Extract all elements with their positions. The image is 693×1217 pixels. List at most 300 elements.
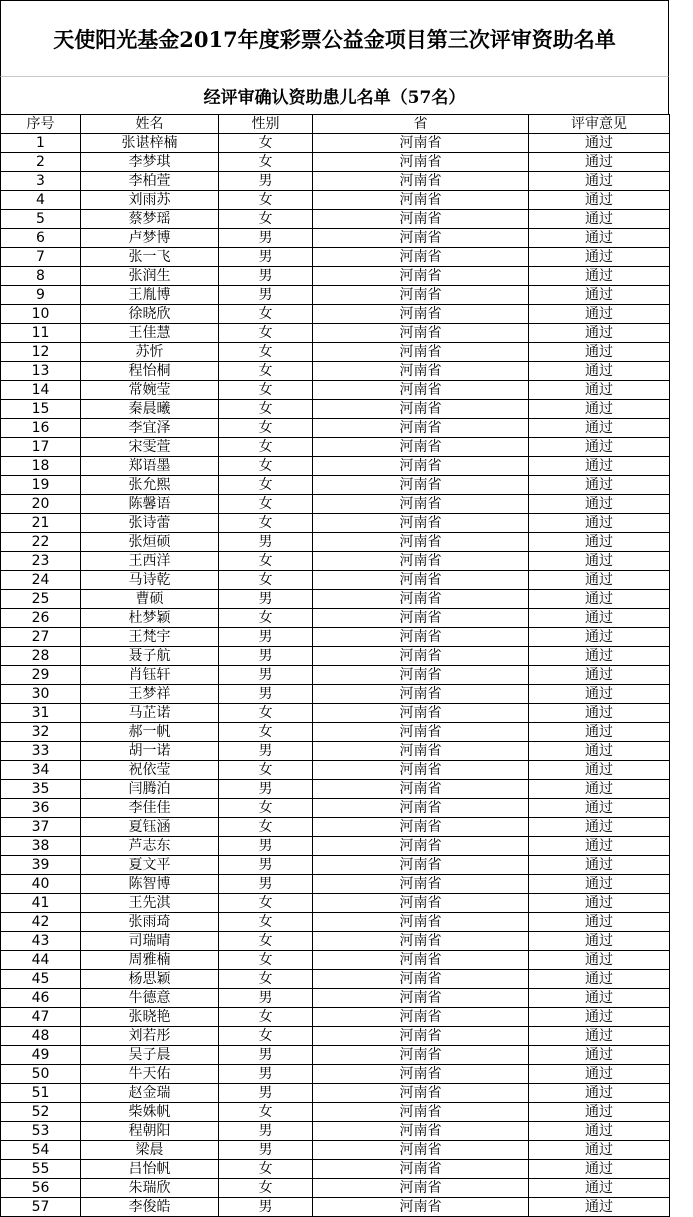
cell-name: 赵金瑞 bbox=[81, 1084, 219, 1103]
cell-review: 通过 bbox=[529, 837, 670, 856]
table-row bbox=[1, 590, 670, 609]
table-row bbox=[1, 210, 670, 229]
cell-name: 祝依莹 bbox=[81, 761, 219, 780]
cell-province: 河南省 bbox=[313, 894, 529, 913]
cell-name: 张一飞 bbox=[81, 248, 219, 267]
cell-review: 通过 bbox=[529, 913, 670, 932]
cell-province: 河南省 bbox=[313, 1008, 529, 1027]
cell-review: 通过 bbox=[529, 951, 670, 970]
cell-name: 吴子晨 bbox=[81, 1046, 219, 1065]
cell-province: 河南省 bbox=[313, 362, 529, 381]
cell-province: 河南省 bbox=[313, 685, 529, 704]
cell-province: 河南省 bbox=[313, 647, 529, 666]
cell-review: 通过 bbox=[529, 476, 670, 495]
cell-name: 刘雨苏 bbox=[81, 191, 219, 210]
cell-review: 通过 bbox=[529, 514, 670, 533]
cell-gender: 男 bbox=[219, 837, 313, 856]
cell-index: 3 bbox=[1, 172, 81, 191]
cell-province: 河南省 bbox=[313, 1141, 529, 1160]
cell-name: 杨思颖 bbox=[81, 970, 219, 989]
cell-province: 河南省 bbox=[313, 875, 529, 894]
cell-index: 39 bbox=[1, 856, 81, 875]
cell-name: 曹硕 bbox=[81, 590, 219, 609]
table-row bbox=[1, 1160, 670, 1179]
cell-gender: 女 bbox=[219, 1179, 313, 1198]
cell-index: 49 bbox=[1, 1046, 81, 1065]
cell-gender: 男 bbox=[219, 1084, 313, 1103]
cell-index: 32 bbox=[1, 723, 81, 742]
cell-gender: 女 bbox=[219, 400, 313, 419]
cell-index: 26 bbox=[1, 609, 81, 628]
cell-review: 通过 bbox=[529, 305, 670, 324]
cell-name: 卢梦博 bbox=[81, 229, 219, 248]
cell-review: 通过 bbox=[529, 704, 670, 723]
table-row bbox=[1, 932, 670, 951]
cell-review: 通过 bbox=[529, 153, 670, 172]
cell-gender: 女 bbox=[219, 913, 313, 932]
cell-name: 王梦祥 bbox=[81, 685, 219, 704]
cell-review: 通过 bbox=[529, 761, 670, 780]
cell-gender: 男 bbox=[219, 989, 313, 1008]
cell-name: 梁晨 bbox=[81, 1141, 219, 1160]
cell-review: 通过 bbox=[529, 1103, 670, 1122]
cell-index: 57 bbox=[1, 1198, 81, 1217]
cell-review: 通过 bbox=[529, 723, 670, 742]
table-row bbox=[1, 761, 670, 780]
cell-province: 河南省 bbox=[313, 913, 529, 932]
cell-name: 宋雯萱 bbox=[81, 438, 219, 457]
cell-gender: 男 bbox=[219, 1046, 313, 1065]
cell-province: 河南省 bbox=[313, 571, 529, 590]
table-row bbox=[1, 856, 670, 875]
cell-index: 52 bbox=[1, 1103, 81, 1122]
cell-name: 蔡梦瑶 bbox=[81, 210, 219, 229]
cell-name: 肖钰轩 bbox=[81, 666, 219, 685]
cell-name: 苏忻 bbox=[81, 343, 219, 362]
cell-review: 通过 bbox=[529, 1065, 670, 1084]
cell-gender: 女 bbox=[219, 153, 313, 172]
cell-gender: 女 bbox=[219, 571, 313, 590]
cell-gender: 女 bbox=[219, 1008, 313, 1027]
table-row bbox=[1, 191, 670, 210]
table-row bbox=[1, 438, 670, 457]
table-row bbox=[1, 970, 670, 989]
cell-name: 牛德意 bbox=[81, 989, 219, 1008]
table-row bbox=[1, 1141, 670, 1160]
cell-province: 河南省 bbox=[313, 400, 529, 419]
table-row bbox=[1, 324, 670, 343]
cell-province: 河南省 bbox=[313, 172, 529, 191]
cell-review: 通过 bbox=[529, 172, 670, 191]
cell-province: 河南省 bbox=[313, 476, 529, 495]
cell-name: 徐晓欣 bbox=[81, 305, 219, 324]
table-row bbox=[1, 666, 670, 685]
table-row bbox=[1, 248, 670, 267]
table-row bbox=[1, 742, 670, 761]
cell-name: 聂子航 bbox=[81, 647, 219, 666]
cell-name: 张诗蕾 bbox=[81, 514, 219, 533]
cell-index: 23 bbox=[1, 552, 81, 571]
cell-province: 河南省 bbox=[313, 837, 529, 856]
cell-index: 29 bbox=[1, 666, 81, 685]
cell-review: 通过 bbox=[529, 267, 670, 286]
table-row bbox=[1, 685, 670, 704]
cell-index: 6 bbox=[1, 229, 81, 248]
cell-index: 33 bbox=[1, 742, 81, 761]
cell-name: 陈馨语 bbox=[81, 495, 219, 514]
cell-index: 30 bbox=[1, 685, 81, 704]
table-row bbox=[1, 267, 670, 286]
cell-province: 河南省 bbox=[313, 932, 529, 951]
cell-gender: 男 bbox=[219, 172, 313, 191]
cell-name: 李梦琪 bbox=[81, 153, 219, 172]
cell-gender: 女 bbox=[219, 704, 313, 723]
table-header-row bbox=[1, 115, 670, 134]
cell-province: 河南省 bbox=[313, 704, 529, 723]
cell-province: 河南省 bbox=[313, 742, 529, 761]
cell-name: 李柏萱 bbox=[81, 172, 219, 191]
cell-province: 河南省 bbox=[313, 381, 529, 400]
cell-gender: 女 bbox=[219, 552, 313, 571]
cell-name: 刘若彤 bbox=[81, 1027, 219, 1046]
column-header-review: 评审意见 bbox=[529, 115, 670, 134]
cell-index: 45 bbox=[1, 970, 81, 989]
cell-index: 51 bbox=[1, 1084, 81, 1103]
cell-review: 通过 bbox=[529, 1008, 670, 1027]
cell-name: 夏文平 bbox=[81, 856, 219, 875]
cell-index: 36 bbox=[1, 799, 81, 818]
cell-review: 通过 bbox=[529, 1198, 670, 1217]
cell-index: 16 bbox=[1, 419, 81, 438]
cell-province: 河南省 bbox=[313, 799, 529, 818]
cell-review: 通过 bbox=[529, 229, 670, 248]
cell-gender: 女 bbox=[219, 1103, 313, 1122]
cell-province: 河南省 bbox=[313, 267, 529, 286]
cell-index: 7 bbox=[1, 248, 81, 267]
cell-gender: 女 bbox=[219, 761, 313, 780]
cell-index: 41 bbox=[1, 894, 81, 913]
table-body bbox=[1, 134, 670, 1217]
sheet-title: 天使阳光基金2017年度彩票公益金项目第三次评审资助名单 bbox=[0, 0, 669, 76]
cell-province: 河南省 bbox=[313, 552, 529, 571]
table-row bbox=[1, 837, 670, 856]
cell-review: 通过 bbox=[529, 457, 670, 476]
cell-review: 通过 bbox=[529, 609, 670, 628]
cell-name: 周雅楠 bbox=[81, 951, 219, 970]
cell-name: 吕怡帆 bbox=[81, 1160, 219, 1179]
cell-gender: 男 bbox=[219, 1065, 313, 1084]
table-row bbox=[1, 134, 670, 153]
table-row bbox=[1, 1046, 670, 1065]
cell-index: 1 bbox=[1, 134, 81, 153]
cell-province: 河南省 bbox=[313, 229, 529, 248]
table-row bbox=[1, 571, 670, 590]
cell-index: 44 bbox=[1, 951, 81, 970]
cell-index: 28 bbox=[1, 647, 81, 666]
table-row bbox=[1, 305, 670, 324]
cell-name: 王先淇 bbox=[81, 894, 219, 913]
table-row bbox=[1, 229, 670, 248]
cell-gender: 女 bbox=[219, 210, 313, 229]
table-row bbox=[1, 609, 670, 628]
column-header-province: 省 bbox=[313, 115, 529, 134]
cell-name: 李宜泽 bbox=[81, 419, 219, 438]
table-row bbox=[1, 381, 670, 400]
table-row bbox=[1, 894, 670, 913]
cell-gender: 女 bbox=[219, 799, 313, 818]
cell-index: 19 bbox=[1, 476, 81, 495]
cell-index: 12 bbox=[1, 343, 81, 362]
table-row bbox=[1, 723, 670, 742]
table-row bbox=[1, 818, 670, 837]
cell-gender: 女 bbox=[219, 951, 313, 970]
table-row bbox=[1, 875, 670, 894]
table-row bbox=[1, 1198, 670, 1217]
cell-name: 王佳慧 bbox=[81, 324, 219, 343]
cell-index: 37 bbox=[1, 818, 81, 837]
cell-gender: 女 bbox=[219, 970, 313, 989]
cell-review: 通过 bbox=[529, 894, 670, 913]
cell-gender: 女 bbox=[219, 362, 313, 381]
cell-province: 河南省 bbox=[313, 970, 529, 989]
cell-province: 河南省 bbox=[313, 1084, 529, 1103]
cell-gender: 女 bbox=[219, 609, 313, 628]
cell-province: 河南省 bbox=[313, 666, 529, 685]
cell-index: 5 bbox=[1, 210, 81, 229]
cell-review: 通过 bbox=[529, 343, 670, 362]
cell-review: 通过 bbox=[529, 1179, 670, 1198]
cell-index: 34 bbox=[1, 761, 81, 780]
cell-index: 17 bbox=[1, 438, 81, 457]
cell-province: 河南省 bbox=[313, 1179, 529, 1198]
cell-index: 14 bbox=[1, 381, 81, 400]
cell-province: 河南省 bbox=[313, 723, 529, 742]
table-row bbox=[1, 476, 670, 495]
table-row bbox=[1, 172, 670, 191]
cell-province: 河南省 bbox=[313, 590, 529, 609]
cell-gender: 男 bbox=[219, 647, 313, 666]
table-row bbox=[1, 514, 670, 533]
cell-index: 54 bbox=[1, 1141, 81, 1160]
cell-gender: 女 bbox=[219, 932, 313, 951]
table-row bbox=[1, 780, 670, 799]
cell-index: 18 bbox=[1, 457, 81, 476]
cell-province: 河南省 bbox=[313, 761, 529, 780]
cell-review: 通过 bbox=[529, 666, 670, 685]
cell-index: 9 bbox=[1, 286, 81, 305]
cell-name: 张烜硕 bbox=[81, 533, 219, 552]
cell-gender: 男 bbox=[219, 248, 313, 267]
cell-index: 50 bbox=[1, 1065, 81, 1084]
cell-review: 通过 bbox=[529, 400, 670, 419]
cell-index: 53 bbox=[1, 1122, 81, 1141]
cell-index: 48 bbox=[1, 1027, 81, 1046]
cell-province: 河南省 bbox=[313, 1065, 529, 1084]
cell-gender: 女 bbox=[219, 134, 313, 153]
table-row bbox=[1, 799, 670, 818]
cell-review: 通过 bbox=[529, 134, 670, 153]
cell-gender: 男 bbox=[219, 590, 313, 609]
cell-gender: 女 bbox=[219, 438, 313, 457]
table-row bbox=[1, 1065, 670, 1084]
cell-index: 35 bbox=[1, 780, 81, 799]
cell-name: 杜梦颖 bbox=[81, 609, 219, 628]
cell-gender: 男 bbox=[219, 1122, 313, 1141]
cell-province: 河南省 bbox=[313, 533, 529, 552]
cell-gender: 女 bbox=[219, 894, 313, 913]
cell-review: 通过 bbox=[529, 685, 670, 704]
cell-index: 13 bbox=[1, 362, 81, 381]
cell-review: 通过 bbox=[529, 1122, 670, 1141]
table-row bbox=[1, 533, 670, 552]
cell-index: 20 bbox=[1, 495, 81, 514]
cell-gender: 男 bbox=[219, 1141, 313, 1160]
sheet-subtitle: 经评审确认资助患儿名单（57名） bbox=[0, 76, 669, 114]
recipient-table bbox=[0, 114, 670, 1217]
cell-gender: 女 bbox=[219, 419, 313, 438]
cell-index: 43 bbox=[1, 932, 81, 951]
cell-province: 河南省 bbox=[313, 134, 529, 153]
cell-review: 通过 bbox=[529, 362, 670, 381]
table-row bbox=[1, 552, 670, 571]
cell-review: 通过 bbox=[529, 286, 670, 305]
cell-name: 李俊皓 bbox=[81, 1198, 219, 1217]
cell-gender: 男 bbox=[219, 628, 313, 647]
cell-province: 河南省 bbox=[313, 951, 529, 970]
cell-gender: 男 bbox=[219, 742, 313, 761]
table-row bbox=[1, 1008, 670, 1027]
cell-province: 河南省 bbox=[313, 989, 529, 1008]
cell-gender: 男 bbox=[219, 267, 313, 286]
cell-index: 38 bbox=[1, 837, 81, 856]
cell-review: 通过 bbox=[529, 419, 670, 438]
table-row bbox=[1, 1179, 670, 1198]
cell-province: 河南省 bbox=[313, 191, 529, 210]
cell-province: 河南省 bbox=[313, 495, 529, 514]
cell-province: 河南省 bbox=[313, 153, 529, 172]
cell-index: 27 bbox=[1, 628, 81, 647]
cell-review: 通过 bbox=[529, 381, 670, 400]
table-row bbox=[1, 951, 670, 970]
cell-index: 8 bbox=[1, 267, 81, 286]
cell-review: 通过 bbox=[529, 1046, 670, 1065]
cell-gender: 女 bbox=[219, 191, 313, 210]
column-header-index: 序号 bbox=[1, 115, 81, 134]
cell-name: 张雨琦 bbox=[81, 913, 219, 932]
cell-review: 通过 bbox=[529, 552, 670, 571]
cell-province: 河南省 bbox=[313, 438, 529, 457]
cell-province: 河南省 bbox=[313, 1198, 529, 1217]
cell-province: 河南省 bbox=[313, 780, 529, 799]
table-row bbox=[1, 628, 670, 647]
cell-review: 通过 bbox=[529, 780, 670, 799]
cell-index: 15 bbox=[1, 400, 81, 419]
table-row bbox=[1, 647, 670, 666]
table-row bbox=[1, 1122, 670, 1141]
cell-index: 21 bbox=[1, 514, 81, 533]
cell-gender: 女 bbox=[219, 343, 313, 362]
cell-index: 56 bbox=[1, 1179, 81, 1198]
cell-review: 通过 bbox=[529, 742, 670, 761]
cell-index: 40 bbox=[1, 875, 81, 894]
cell-review: 通过 bbox=[529, 1160, 670, 1179]
cell-name: 朱瑞欣 bbox=[81, 1179, 219, 1198]
table-row bbox=[1, 1027, 670, 1046]
cell-review: 通过 bbox=[529, 571, 670, 590]
table-row bbox=[1, 989, 670, 1008]
cell-name: 张谌梓楠 bbox=[81, 134, 219, 153]
cell-province: 河南省 bbox=[313, 1046, 529, 1065]
column-header-gender: 性别 bbox=[219, 115, 313, 134]
table-row bbox=[1, 1103, 670, 1122]
cell-gender: 女 bbox=[219, 305, 313, 324]
cell-index: 55 bbox=[1, 1160, 81, 1179]
cell-review: 通过 bbox=[529, 495, 670, 514]
cell-review: 通过 bbox=[529, 324, 670, 343]
cell-province: 河南省 bbox=[313, 609, 529, 628]
cell-name: 陈智博 bbox=[81, 875, 219, 894]
cell-index: 25 bbox=[1, 590, 81, 609]
cell-name: 王胤博 bbox=[81, 286, 219, 305]
cell-index: 42 bbox=[1, 913, 81, 932]
cell-index: 11 bbox=[1, 324, 81, 343]
cell-index: 24 bbox=[1, 571, 81, 590]
cell-review: 通过 bbox=[529, 932, 670, 951]
cell-review: 通过 bbox=[529, 875, 670, 894]
table-row bbox=[1, 419, 670, 438]
cell-gender: 男 bbox=[219, 286, 313, 305]
cell-province: 河南省 bbox=[313, 457, 529, 476]
cell-province: 河南省 bbox=[313, 1122, 529, 1141]
cell-name: 郑语墨 bbox=[81, 457, 219, 476]
cell-gender: 男 bbox=[219, 1198, 313, 1217]
cell-province: 河南省 bbox=[313, 1103, 529, 1122]
cell-gender: 女 bbox=[219, 818, 313, 837]
cell-name: 张允熙 bbox=[81, 476, 219, 495]
cell-gender: 女 bbox=[219, 1027, 313, 1046]
cell-name: 郝一帆 bbox=[81, 723, 219, 742]
cell-name: 李佳佳 bbox=[81, 799, 219, 818]
cell-review: 通过 bbox=[529, 647, 670, 666]
cell-name: 马诗乾 bbox=[81, 571, 219, 590]
cell-index: 2 bbox=[1, 153, 81, 172]
cell-province: 河南省 bbox=[313, 856, 529, 875]
table-row bbox=[1, 286, 670, 305]
cell-index: 4 bbox=[1, 191, 81, 210]
cell-review: 通过 bbox=[529, 856, 670, 875]
table-row bbox=[1, 400, 670, 419]
cell-province: 河南省 bbox=[313, 248, 529, 267]
cell-index: 46 bbox=[1, 989, 81, 1008]
cell-review: 通过 bbox=[529, 818, 670, 837]
cell-name: 王梵宇 bbox=[81, 628, 219, 647]
table-row bbox=[1, 153, 670, 172]
cell-gender: 女 bbox=[219, 1160, 313, 1179]
cell-gender: 男 bbox=[219, 229, 313, 248]
cell-gender: 男 bbox=[219, 856, 313, 875]
cell-name: 马芷诺 bbox=[81, 704, 219, 723]
table-row bbox=[1, 913, 670, 932]
cell-province: 河南省 bbox=[313, 818, 529, 837]
cell-gender: 女 bbox=[219, 514, 313, 533]
cell-name: 夏钰涵 bbox=[81, 818, 219, 837]
cell-review: 通过 bbox=[529, 1084, 670, 1103]
cell-review: 通过 bbox=[529, 590, 670, 609]
column-header-name: 姓名 bbox=[81, 115, 219, 134]
cell-name: 牛天佑 bbox=[81, 1065, 219, 1084]
cell-index: 10 bbox=[1, 305, 81, 324]
table-row bbox=[1, 362, 670, 381]
